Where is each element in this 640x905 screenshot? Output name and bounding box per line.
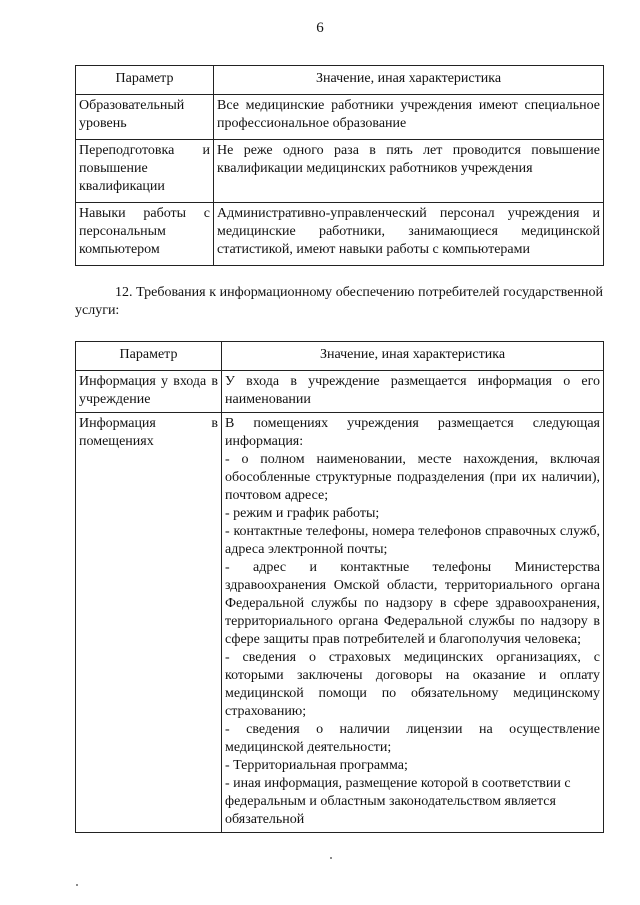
header-value: Значение, иная характеристика — [214, 66, 604, 95]
row-value: Административно-управленческий персонал учреждения и медицинские работники, занимающиеся медицинской статистикой, имеют навыки работы с компьютерами — [214, 203, 604, 266]
info-item: - Территориальная программа; — [225, 758, 408, 773]
scan-speck — [330, 857, 332, 859]
table-header-row — [76, 342, 604, 371]
info-item: - сведения о страховых медицинских организациях, с которыми заключены договоры на оказание и оплату медицинской помощи по обязательному медицинскому страхованию; — [225, 650, 600, 719]
row-value: У входа в учреждение размещается информация о его наименовании — [222, 371, 604, 413]
row-value: Не реже одного раза в пять лет проводится повышение квалификации медицинских работников учреждения — [214, 140, 604, 203]
header-parameter: Параметр — [76, 342, 222, 371]
table-header-row — [76, 66, 604, 95]
info-item: - иная информация, размещение которой в соответствии с федеральным и областным законодательством является обязательной — [225, 776, 571, 827]
info-item: - адрес и контактные телефоны Министерства здравоохранения Омской области, территориального органа Федеральной службы по надзору в сфере здравоохранения, территориального органа Федеральной службы по надзору в сфере защиты прав потребителей и благополучия человека; — [225, 560, 600, 647]
info-item: - контактные телефоны, номера телефонов справочных служб, адреса электронной почты; — [225, 524, 600, 557]
row-param: Навыки работы с персональным компьютером — [76, 203, 214, 266]
staff-qualification-table — [75, 65, 604, 266]
section-12-heading: 12. Требования к информационному обеспечению потребителей государственной услуги: — [75, 285, 603, 318]
table-row — [76, 203, 604, 266]
header-value: Значение, иная характеристика — [222, 342, 604, 371]
header-parameter: Параметр — [76, 66, 214, 95]
table-row — [76, 413, 604, 833]
info-item: - о полном наименовании, месте нахождения, включая обособленные структурные подразделения (при их наличии), почтовом адресе; — [225, 452, 600, 503]
row-param: Информация у входа в учреждение — [76, 371, 222, 413]
info-item: - сведения о наличии лицензии на осуществление медицинской деятельности; — [225, 722, 600, 755]
row-param: Переподготовка и повышение квалификации — [76, 140, 214, 203]
page-number: 6 — [316, 20, 324, 36]
row-param: Образовательный уровень — [76, 95, 214, 140]
table-row — [76, 95, 604, 140]
info-item: В помещениях учреждения размещается следующая информация: — [225, 416, 600, 449]
info-item: - режим и график работы; — [225, 506, 380, 521]
information-requirements-table — [75, 341, 604, 833]
scan-speck — [76, 884, 78, 886]
row-value: Все медицинские работники учреждения имеют специальное профессиональное образование — [214, 95, 604, 140]
table-row — [76, 371, 604, 413]
row-value-list — [222, 413, 604, 833]
table-row — [76, 140, 604, 203]
row-param: Информация в помещениях — [76, 413, 222, 833]
